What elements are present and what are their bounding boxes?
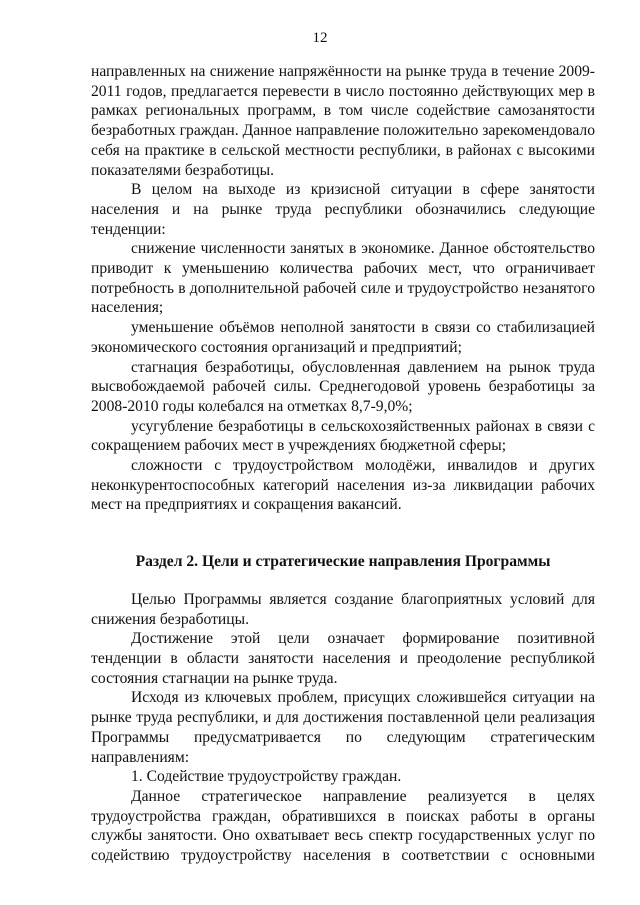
paragraph: В целом на выходе из кризисной ситуации в сфере занятости населения и на рынке труда республики обозначились следующие тенденции: — [91, 181, 595, 238]
page-number: 12 — [312, 30, 328, 46]
list-item: сложности с трудоустройством молодёжи, инвалидов и других неконкурентоспособных категорий населения из-за ликвидации рабочих мест на предприятиях и сокращения вакансий. — [91, 457, 595, 514]
list-item: снижение численности занятых в экономике. Данное обстоятельство приводит к уменьшению количества рабочих мест, что ограничивает потребность в дополнительной рабочей силе и трудоустройство незанятого населения; — [91, 240, 595, 317]
list-item: стагнация безработицы, обусловленная давлением на рынок труда высвобождаемой рабочей силы. Среднегодовой уровень безработицы за 2008-2010 годы колебался на отметках 8,7-9,0%; — [91, 358, 595, 415]
paragraph: Данное стратегическое направление реализуется в целях трудоустройства граждан, обратившихся в поисках работы в органы службы занятости. Оно охватывает весь спектр государственных услуг по содействию трудоустройству населения в соответствии с основными — [91, 787, 595, 865]
paragraph: Исходя из ключевых проблем, присущих сложившейся ситуации на рынке труда республики, и для достижения поставленной цели реализация Программы предусматривается по следующим стратегическим направлениям: — [91, 689, 595, 766]
document-body — [91, 62, 595, 866]
paragraph: Достижение этой цели означает формирование позитивной тенденции в области занятости населения и преодоление республикой состояния стагнации на рынке труда. — [91, 630, 595, 687]
list-item: уменьшение объёмов неполной занятости в связи со стабилизацией экономического состояния организаций и предприятий; — [91, 319, 595, 356]
list-item: усугубление безработицы в сельскохозяйственных районах в связи с сокращением рабочих мест в учреждениях бюджетной сферы; — [91, 417, 595, 455]
numbered-item: 1. Содействие трудоустройству граждан. — [131, 768, 402, 786]
paragraph: Целью Программы является создание благоприятных условий для снижения безработицы. — [91, 590, 595, 628]
paragraph: направленных на снижение напряжённости на рынке труда в течение 2009-2011 годов, предлагается перевести в число постоянно действующих мер в рамках региональных программ, в том числе содействие самозанятости безработных граждан. Данное направление положительно зарекомендовало себя на практике в сельской местности республики, в районах с высокими показателями безработицы. — [91, 63, 595, 179]
section-heading: Раздел 2. Цели и стратегические направления Программы — [135, 553, 551, 571]
